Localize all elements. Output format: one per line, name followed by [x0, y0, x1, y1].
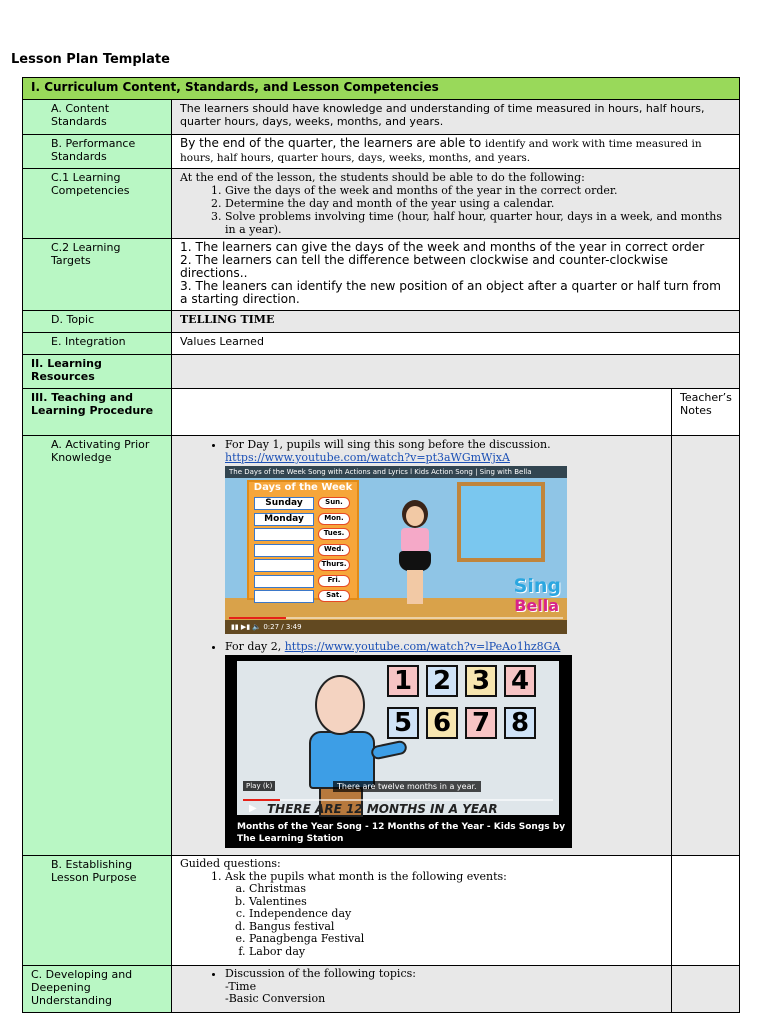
activating-label: A. Activating Prior Knowledge	[23, 436, 172, 856]
day-abbr: Wed.	[318, 544, 350, 556]
video1-title-bar: The Days of the Week Song with Actions and Lyrics l Kids Action Song | Sing with Bella	[225, 466, 567, 478]
event-item: a. Christmas	[249, 883, 663, 896]
months-of-year-video[interactable]	[225, 655, 572, 848]
day-row	[254, 497, 354, 510]
girl-face	[406, 506, 424, 526]
developing-topic: -Time	[225, 979, 257, 993]
day-abbr: Tues.	[318, 528, 350, 540]
girl-skirt	[399, 551, 431, 571]
developing-list	[180, 968, 663, 1006]
developing-topic: -Basic Conversion	[225, 992, 326, 1005]
row-learning-targets	[23, 239, 740, 311]
day2-text: For day 2,	[225, 640, 285, 653]
event-item: b. Valentines	[249, 896, 663, 909]
content-standards-label: A. Content Standards	[23, 100, 172, 135]
topic-label: D. Topic	[23, 311, 172, 333]
day-row	[254, 590, 354, 603]
activating-content	[172, 436, 672, 856]
video2-title: Months of the Year Song - 12 Months of the Year - Kids Songs by The Learning Station	[237, 822, 566, 844]
brand-logo-line1: Sing	[513, 575, 561, 597]
video2-banner: THERE ARE 12 MONTHS IN A YEAR	[267, 802, 498, 816]
target-line: 1. The learners can give the days of the week and months of the year in correct order	[180, 240, 705, 254]
day1-item	[225, 438, 663, 634]
video1-time: 0:27 / 3:49	[263, 623, 302, 631]
teacher-head	[315, 675, 365, 735]
establishing-notes	[672, 856, 740, 966]
learning-resources-label: II. Learning Resources	[23, 355, 172, 389]
number-tile: 6	[426, 707, 458, 739]
row-learning-resources	[23, 355, 740, 389]
competency-item: 1. Give the days of the week and months of the year in the correct order.	[225, 184, 731, 197]
day2-link[interactable]: https://www.youtube.com/watch?v=lPeAo1hz8GA	[284, 640, 561, 653]
establishing-label: B. Establishing Lesson Purpose	[23, 856, 172, 966]
day-name	[254, 575, 314, 588]
days-of-week-video[interactable]	[225, 466, 567, 634]
event-item: e. Panagbenga Festival	[249, 933, 663, 946]
performance-standards-label: B. Performance Standards	[23, 135, 172, 169]
row-activating-prior-knowledge	[23, 436, 740, 856]
row-teaching-procedure	[23, 389, 740, 436]
day-name: Sunday	[254, 497, 314, 510]
row-integration	[23, 333, 740, 355]
activating-notes	[672, 436, 740, 856]
day-row	[254, 544, 354, 557]
number-tile: 5	[387, 707, 419, 739]
number-tile: 4	[504, 665, 536, 697]
video1-progress-fill	[229, 617, 286, 619]
target-line: 3. The leaners can identify the new position of an object after a quarter or half turn from a starting direction.	[180, 279, 721, 306]
competencies-intro: At the end of the lesson, the students should be able to do the following:	[180, 171, 585, 184]
day-abbr: Thurs.	[318, 559, 350, 571]
day2-item	[225, 640, 663, 848]
section-curriculum	[23, 78, 740, 100]
target-line: 2. The learners can tell the difference between clockwise and counter-clockwise directions..	[180, 253, 669, 280]
video1-progress-bar[interactable]	[229, 617, 563, 619]
play-icon[interactable]: ▶	[249, 803, 257, 814]
competency-item: 2. Determine the day and month of the year using a calendar.	[225, 197, 731, 210]
video1-controls[interactable]	[225, 620, 567, 634]
developing-content	[172, 966, 672, 1013]
day-row	[254, 528, 354, 541]
day-row	[254, 513, 354, 526]
guided-questions-list	[180, 871, 663, 959]
content-standards-text: The learners should have knowledge and understanding of time measured in hours, half hours, quarter hours, days, weeks, months, and years.	[172, 100, 740, 135]
teaching-procedure-label: III. Teaching and Learning Procedure	[23, 389, 172, 436]
competency-item: 3. Solve problems involving time (hour, half hour, quarter hour, days in a week, and months in a year).	[225, 210, 731, 236]
girl-shirt	[401, 528, 429, 552]
row-establishing-purpose	[23, 856, 740, 966]
row-topic	[23, 311, 740, 333]
learning-resources-value	[172, 355, 740, 389]
teacher-arm	[370, 739, 408, 760]
number-tile: 8	[504, 707, 536, 739]
teachers-notes-header: Teacher’s Notes	[672, 389, 740, 436]
teaching-procedure-value	[172, 389, 672, 436]
performance-standards-text	[172, 135, 740, 169]
video2-caption: There are twelve months in a year.	[333, 781, 481, 792]
event-item: c. Independence day	[249, 908, 663, 921]
learning-targets-content	[172, 239, 740, 311]
row-developing-understanding	[23, 966, 740, 1013]
day-name	[254, 528, 314, 541]
video2-progress-bar[interactable]	[243, 799, 553, 801]
event-item: f. Labor day	[249, 946, 663, 959]
day-row	[254, 559, 354, 572]
lesson-plan-table	[22, 77, 740, 1013]
girl-legs	[407, 570, 423, 604]
video2-progress-fill	[243, 799, 280, 801]
days-board	[247, 480, 359, 600]
row-performance-standards	[23, 135, 740, 169]
brand-logo-line2: Bella	[514, 596, 559, 615]
integration-value: Values Learned	[172, 333, 740, 355]
competencies-list	[180, 184, 731, 236]
day-row	[254, 575, 354, 588]
day-name	[254, 559, 314, 572]
row-content-standards	[23, 100, 740, 135]
document-title: Lesson Plan Template	[11, 52, 170, 67]
section-curriculum-title: I. Curriculum Content, Standards, and Lesson Competencies	[23, 78, 740, 100]
learning-competencies-content	[172, 169, 740, 239]
learning-targets-label: C.2 Learning Targets	[23, 239, 172, 311]
day-abbr: Sat.	[318, 590, 350, 602]
learning-competencies-label: C.1 Learning Competencies	[23, 169, 172, 239]
number-tile: 7	[465, 707, 497, 739]
number-tile: 3	[465, 665, 497, 697]
day1-link[interactable]: https://www.youtube.com/watch?v=pt3aWGmWjxA	[225, 451, 510, 464]
play-pause-icon[interactable]: ▮▮ ▶▮ 🔈	[231, 623, 264, 631]
day-name	[254, 544, 314, 557]
play-tooltip: Play (k)	[243, 781, 275, 791]
establishing-content	[172, 856, 672, 966]
topic-value: TELLING TIME	[172, 311, 740, 333]
performance-standards-text-part1: By the end of the quarter, the learners are able to	[180, 136, 485, 150]
guided-questions-intro: Guided questions:	[180, 857, 281, 870]
developing-notes	[672, 966, 740, 1013]
day-abbr: Sun.	[318, 497, 350, 509]
activating-list	[180, 438, 663, 848]
day-name: Monday	[254, 513, 314, 526]
number-tile: 1	[387, 665, 419, 697]
day-abbr: Mon.	[318, 513, 350, 525]
events-list	[225, 883, 663, 958]
developing-label: C. Developing and Deepening Understanding	[23, 966, 172, 1013]
days-board-title: Days of the Week	[253, 482, 353, 493]
developing-bullet: • Discussion of the following topics: -Time -Basic Conversion	[225, 968, 663, 1006]
integration-label: E. Integration	[23, 333, 172, 355]
number-tile: 2	[426, 665, 458, 697]
video2-screen	[237, 661, 559, 815]
row-learning-competencies	[23, 169, 740, 239]
performance-standards-text-part2: identify and work with time measured in hours, half hours, quarter hours, days, weeks, months, and years.	[180, 138, 702, 164]
guided-question: 1. Ask the pupils what month is the following events: a. Christmas b. Valentines c. Independence day d. Bangus festival e. Panagbenga Festival f. Labor day	[225, 871, 663, 959]
event-item: d. Bangus festival	[249, 921, 663, 934]
day-abbr: Fri.	[318, 575, 350, 587]
window-illustration	[457, 482, 545, 562]
day1-text: For Day 1, pupils will sing this song before the discussion.	[225, 438, 551, 451]
day-name	[254, 590, 314, 603]
